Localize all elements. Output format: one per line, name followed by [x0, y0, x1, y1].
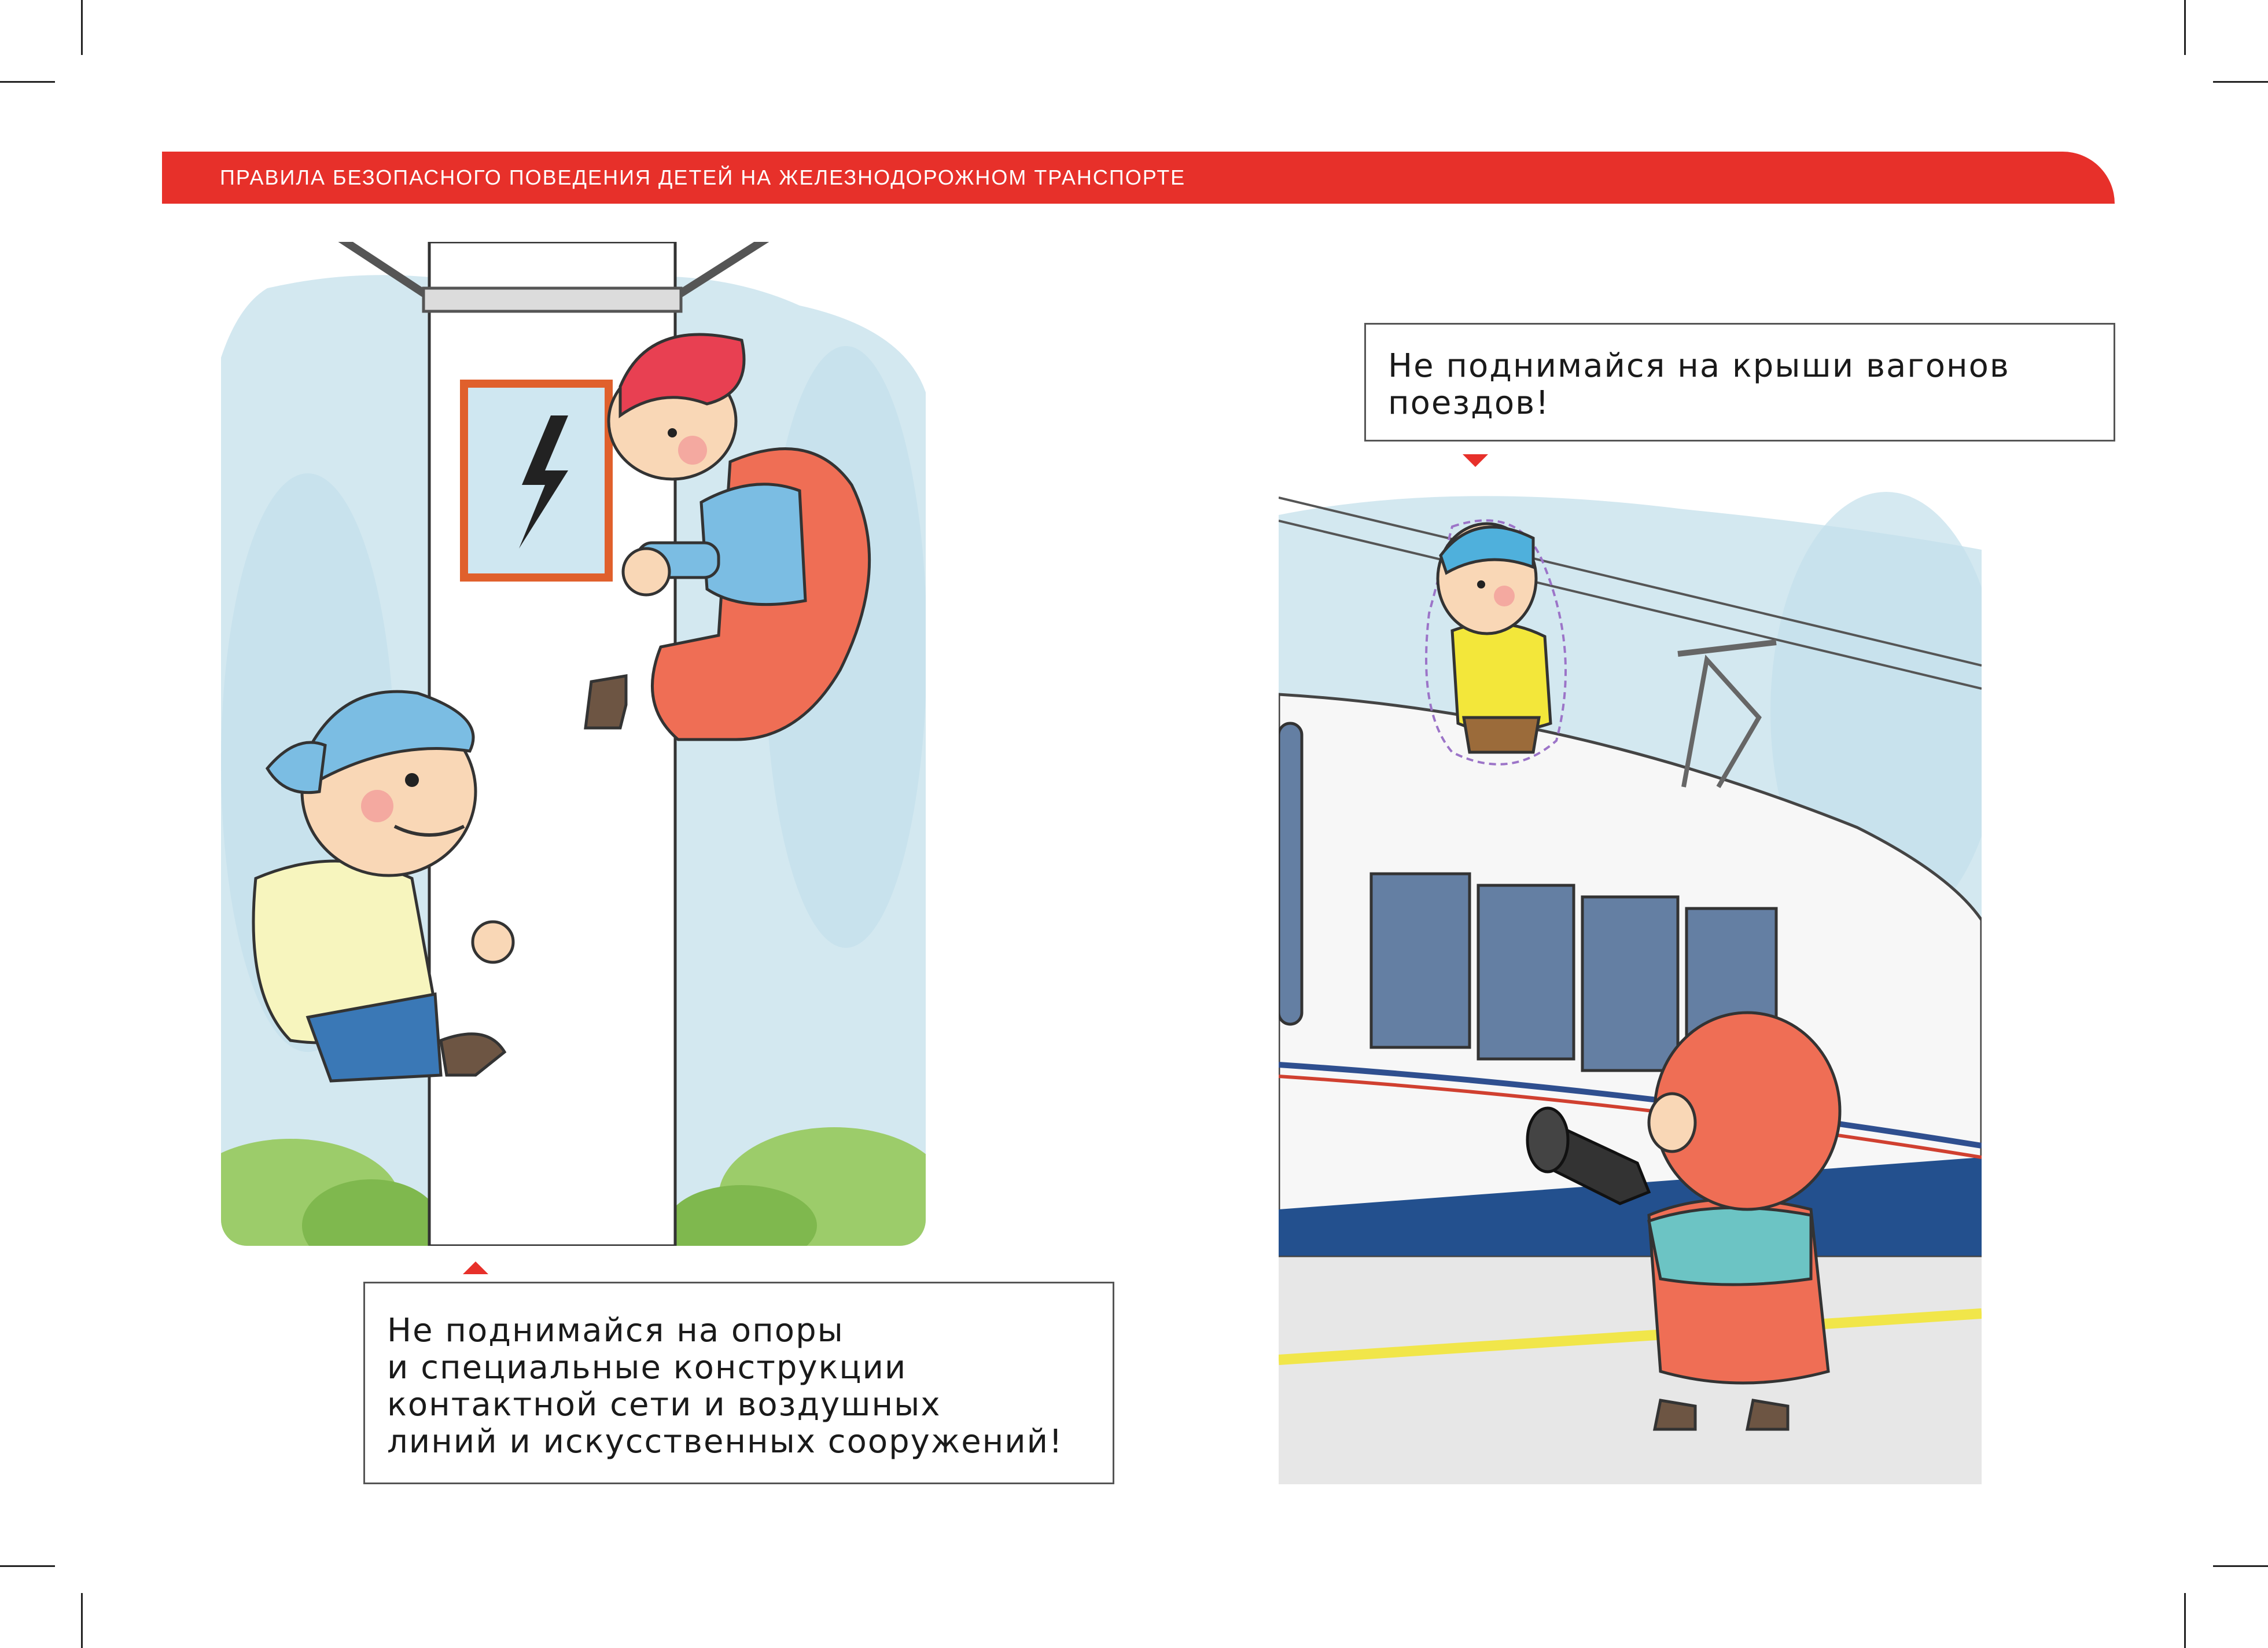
- caption-right: [1364, 323, 2115, 442]
- left-illustration: [221, 242, 926, 1246]
- caption-left: [363, 1282, 1114, 1484]
- caption-pointer-left: [463, 1261, 488, 1274]
- header-banner: [162, 152, 2115, 204]
- platform: [1279, 1244, 1982, 1484]
- header-title: ПРАВИЛА БЕЗОПАСНОГО ПОВЕДЕНИЯ ДЕТЕЙ НА ЖЕЛЕЗНОДОРОЖНОМ ТРАНСПОРТЕ: [220, 165, 1186, 189]
- crop-mark: [2184, 0, 2186, 55]
- caption-left-line: и специальные конструкции: [387, 1349, 907, 1386]
- caption-left-line: Не поднимайся на опоры: [387, 1312, 844, 1349]
- crop-mark: [81, 1593, 83, 1648]
- right-illustration: [1279, 480, 1982, 1484]
- crop-mark: [2213, 81, 2268, 83]
- crop-mark: [2184, 1593, 2186, 1648]
- caption-pointer-right: [1463, 454, 1488, 467]
- high-voltage-sign-icon: [464, 384, 609, 577]
- crop-mark: [0, 1565, 55, 1567]
- caption-left-line: контактной сети и воздушных: [387, 1386, 941, 1423]
- crop-mark: [2213, 1565, 2268, 1567]
- caption-left-line: линий и искусственных сооружений!: [387, 1423, 1063, 1461]
- caption-right-line: поездов!: [1388, 384, 1550, 422]
- crop-mark: [0, 81, 55, 83]
- caption-right-line: Не поднимайся на крыши вагонов: [1388, 347, 2010, 385]
- crop-mark: [81, 0, 83, 55]
